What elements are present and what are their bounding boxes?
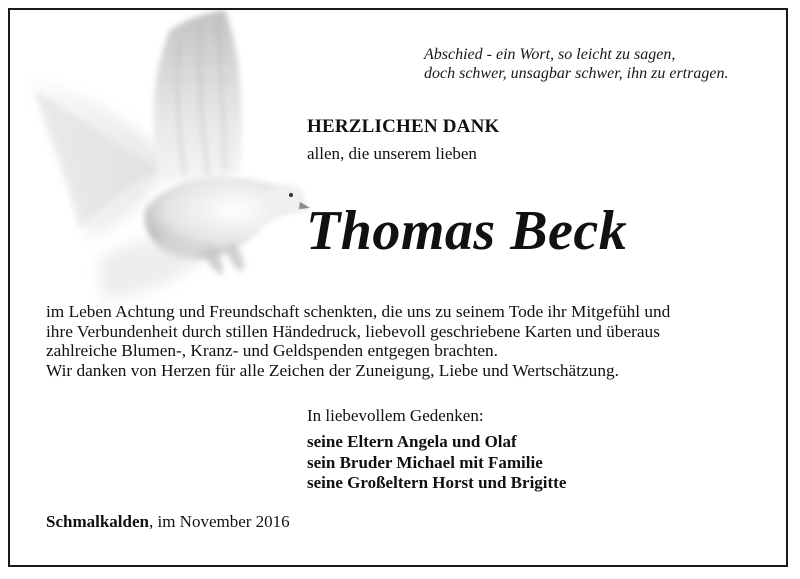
signers-list <box>307 432 566 494</box>
memory-line: In liebevollem Gedenken: <box>307 406 484 425</box>
quote-line-1: Abschied - ein Wort, so leicht zu sagen, <box>424 46 676 63</box>
body-line: zahlreiche Blumen-, Kranz- und Geldspenden entgegen brachten. <box>46 341 499 360</box>
signer: sein Bruder Michael mit Familie <box>307 452 543 472</box>
body-line: ihre Verbundenheit durch stillen Händedruck, liebevoll geschriebene Karten und überaus <box>46 321 660 341</box>
place-date-line <box>46 512 290 532</box>
intro-text: allen, die unserem lieben <box>307 144 477 163</box>
deceased-name: Thomas Beck <box>306 200 628 262</box>
body-line: Wir danken von Herzen für alle Zeichen der Zuneigung, Liebe und Wertschätzung. <box>46 360 619 380</box>
date: , im November 2016 <box>148 512 290 531</box>
quote-line-2: doch schwer, unsagbar schwer, ihn zu ertragen. <box>424 65 729 82</box>
farewell-quote <box>424 45 728 83</box>
heading: HERZLICHEN DANK <box>307 116 500 137</box>
signer: seine Eltern Angela und Olaf <box>307 432 517 451</box>
body-line: im Leben Achtung und Freundschaft schenkten, die uns zu seinem Tode ihr Mitgefühl und <box>46 302 671 321</box>
signer: seine Großeltern Horst und Brigitte <box>307 473 567 492</box>
place: Schmalkalden <box>46 512 149 531</box>
dove-icon <box>10 10 330 310</box>
thanks-body <box>46 302 766 380</box>
